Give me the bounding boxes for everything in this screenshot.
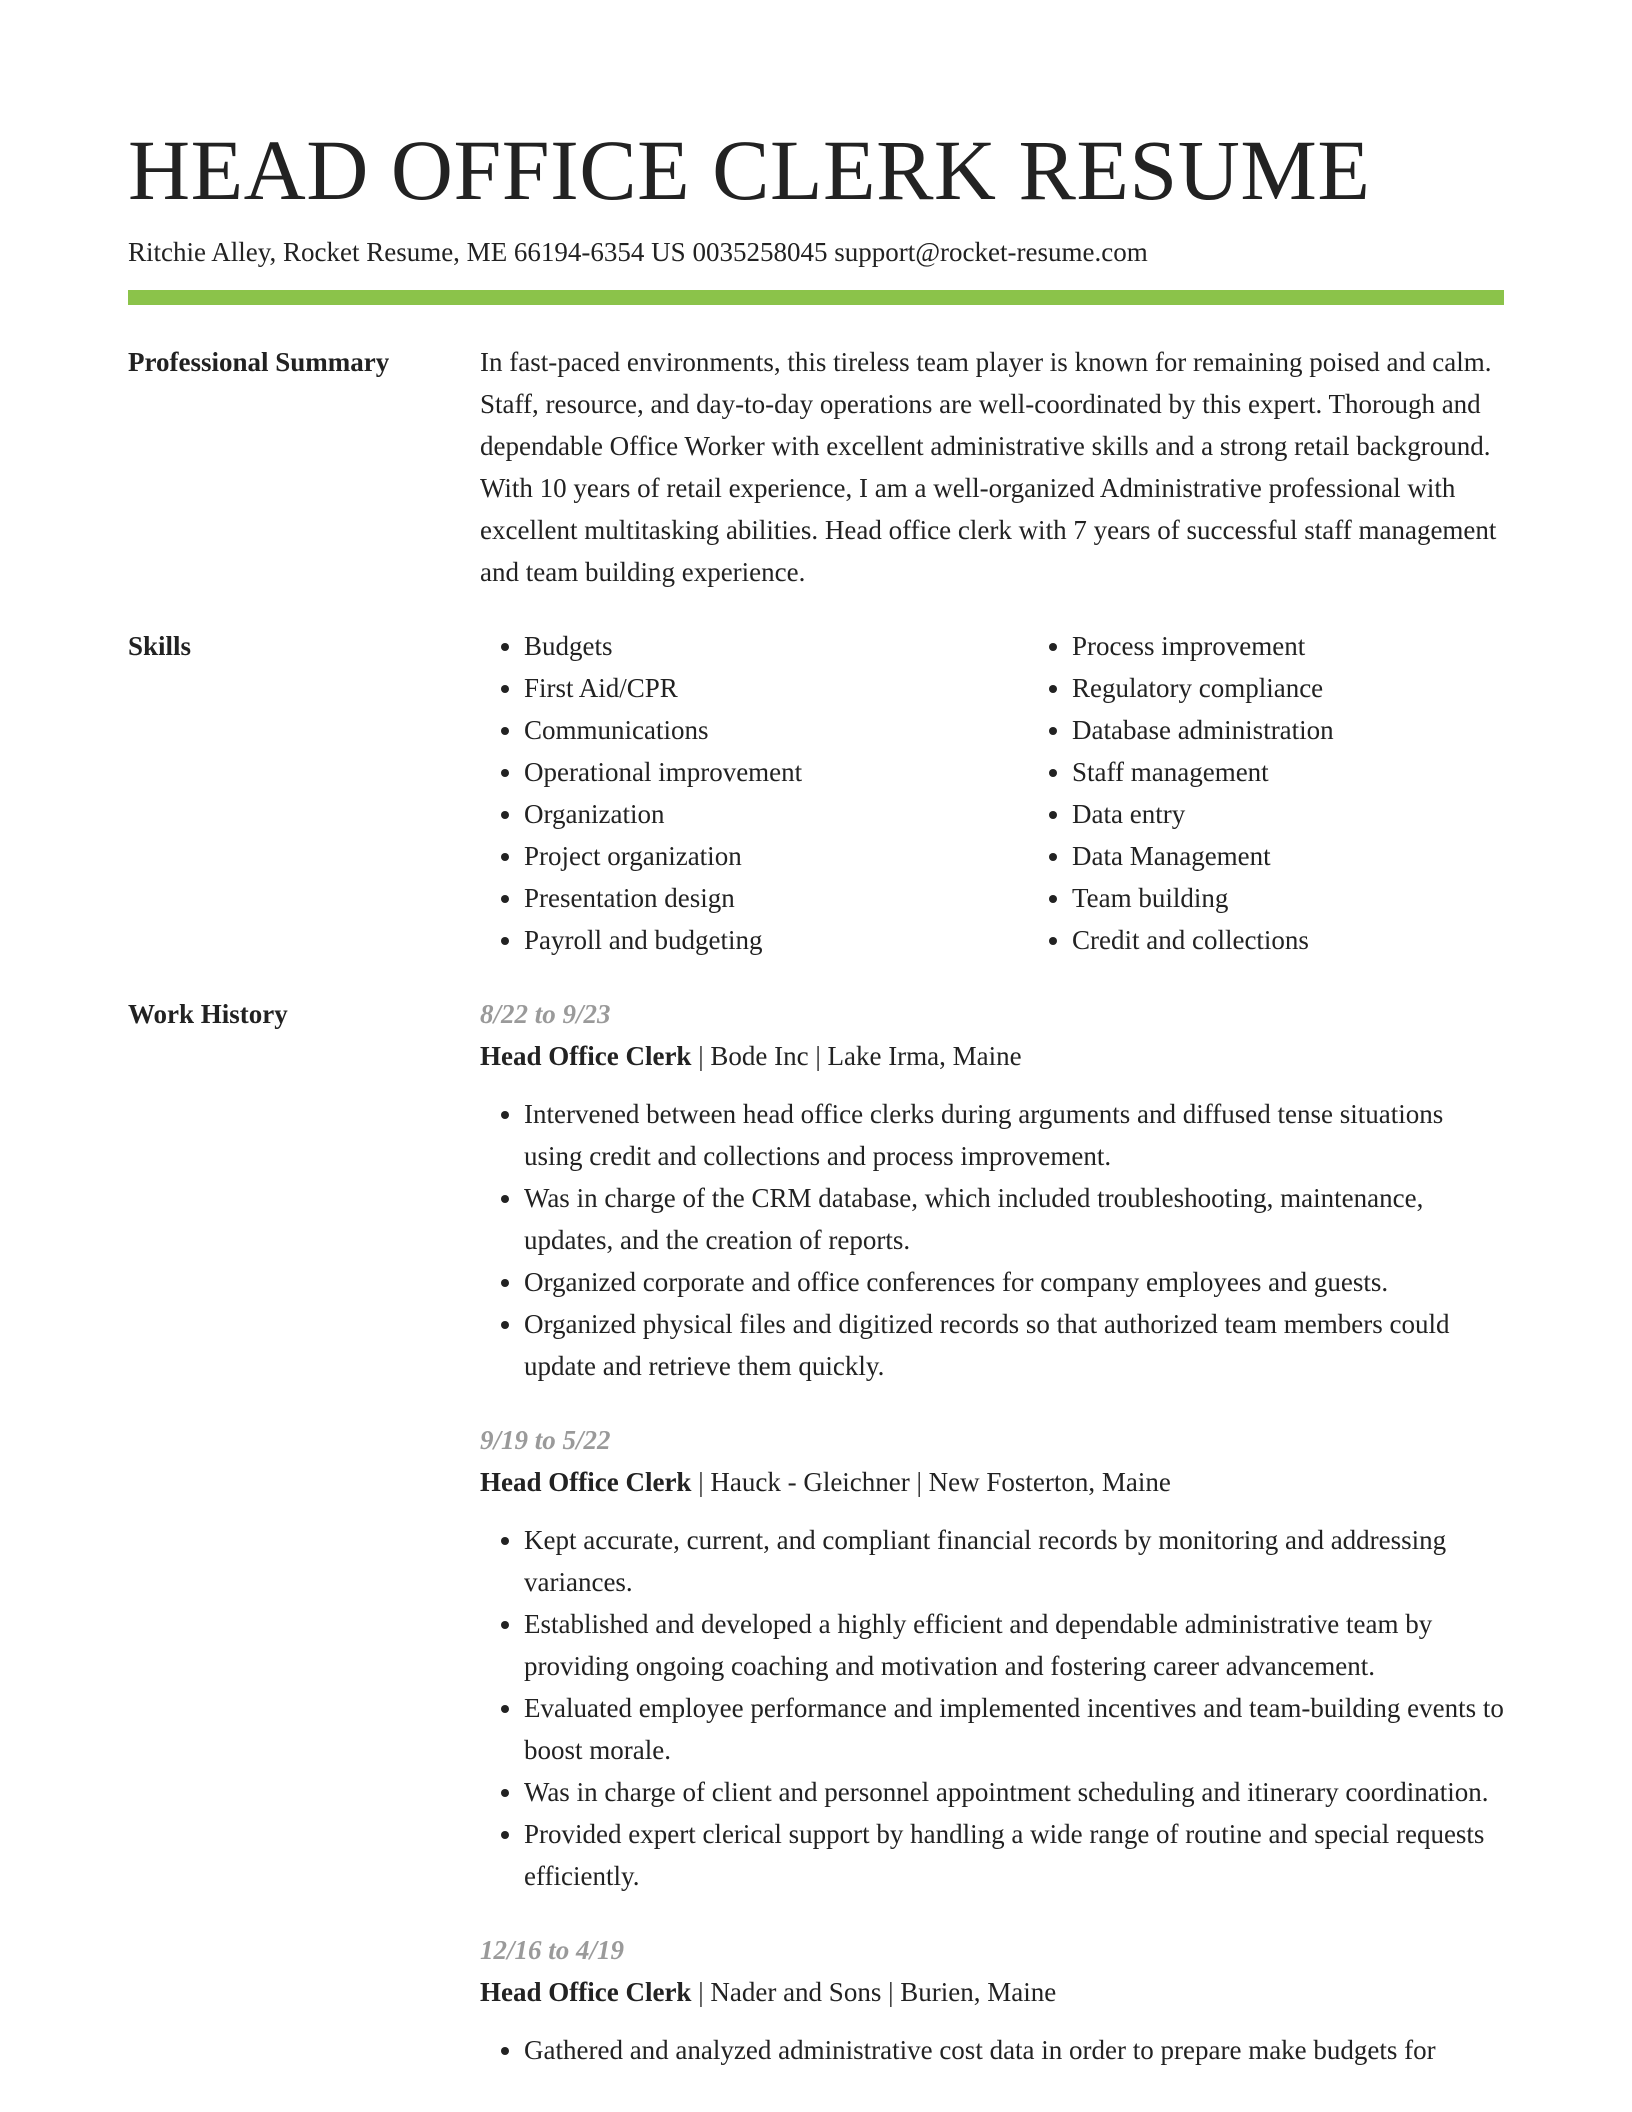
job-bullet: • Organized corporate and office conferences for company employees and guests. — [524, 1261, 1504, 1303]
skill-item: • Regulatory compliance — [1072, 667, 1576, 709]
skill-item: • Payroll and budgeting — [524, 919, 1028, 961]
job-heading — [480, 1971, 1504, 2013]
job-bullets — [480, 2029, 1504, 2071]
work-history-content — [480, 993, 1504, 2103]
job-bullet: • Intervened between head office clerks during arguments and diffused tense situations using credit and collections and process improvement. — [524, 1093, 1504, 1177]
accent-divider — [128, 290, 1504, 305]
skill-item: • Communications — [524, 709, 1028, 751]
skills-left-column — [480, 625, 1028, 961]
skills-grid — [480, 625, 1576, 961]
summary-text: In fast-paced environments, this tireless team player is known for remaining poised and calm. Staff, resource, and day-to-day operations are well-coordinated by this expert. Thorough and dependable Office Worker with excellent administrative skills and a strong retail background. With 10 years of retail experience, I am a well-organized Administrative professional with excellent multitasking abilities. Head office clerk with 7 years of successful staff management and team building experience. — [480, 347, 1497, 587]
job-bullet: • Gathered and analyzed administrative cost data in order to prepare make budgets for — [524, 2029, 1504, 2071]
skill-item: • Project organization — [524, 835, 1028, 877]
summary-content — [480, 341, 1504, 593]
skill-item: • Organization — [524, 793, 1028, 835]
job-details: | Bode Inc | Lake Irma, Maine — [691, 1041, 1022, 1071]
job-bullets — [480, 1093, 1504, 1387]
job-bullets — [480, 1519, 1504, 1897]
job-entry — [480, 1929, 1504, 2071]
job-bullet: • Was in charge of client and personnel appointment scheduling and itinerary coordination. — [524, 1771, 1504, 1813]
job-details: | Nader and Sons | Burien, Maine — [691, 1977, 1057, 2007]
work-history-section — [128, 993, 1504, 2103]
job-title: Head Office Clerk — [480, 1041, 692, 1071]
summary-section — [128, 341, 1504, 593]
work-history-label: Work History — [128, 999, 288, 1029]
skill-item: • Credit and collections — [1072, 919, 1576, 961]
job-bullet: • Provided expert clerical support by handling a wide range of routine and special requests efficiently. — [524, 1813, 1504, 1897]
resume-page — [128, 0, 1504, 2103]
job-bullet: • Established and developed a highly efficient and dependable administrative team by providing ongoing coaching and motivation and fostering career advancement. — [524, 1603, 1504, 1687]
skills-right-column — [1028, 625, 1576, 961]
skill-item: • Process improvement — [1072, 625, 1576, 667]
skills-section — [128, 625, 1504, 961]
skill-item: • Team building — [1072, 877, 1576, 919]
job-heading — [480, 1461, 1504, 1503]
resume-title: HEAD OFFICE CLERK RESUME — [128, 122, 1371, 218]
job-bullet: • Evaluated employee performance and implemented incentives and team-building events to boost morale. — [524, 1687, 1504, 1771]
skill-item: • Operational improvement — [524, 751, 1028, 793]
job-bullet: • Was in charge of the CRM database, which included troubleshooting, maintenance, updates, and the creation of reports. — [524, 1177, 1504, 1261]
job-details: | Hauck - Gleichner | New Fosterton, Maine — [691, 1467, 1171, 1497]
skill-item: • Data Management — [1072, 835, 1576, 877]
job-dates: 12/16 to 4/19 — [480, 1935, 625, 1965]
job-entry — [480, 1419, 1504, 1897]
skill-item: • Database administration — [1072, 709, 1576, 751]
job-bullet: • Kept accurate, current, and compliant financial records by monitoring and addressing variances. — [524, 1519, 1504, 1603]
skill-item: • Staff management — [1072, 751, 1576, 793]
job-heading — [480, 1035, 1504, 1077]
job-dates: 9/19 to 5/22 — [480, 1425, 611, 1455]
skill-item: • Presentation design — [524, 877, 1028, 919]
job-entry — [480, 993, 1504, 1387]
job-title: Head Office Clerk — [480, 1977, 692, 2007]
job-dates: 8/22 to 9/23 — [480, 999, 611, 1029]
skill-item: • Data entry — [1072, 793, 1576, 835]
job-bullet: • Organized physical files and digitized records so that authorized team members could update and retrieve them quickly. — [524, 1303, 1504, 1387]
summary-label: Professional Summary — [128, 347, 390, 377]
skills-content — [480, 625, 1576, 961]
skills-label: Skills — [128, 631, 192, 661]
skill-item: • Budgets — [524, 625, 1028, 667]
skill-item: • First Aid/CPR — [524, 667, 1028, 709]
job-title: Head Office Clerk — [480, 1467, 692, 1497]
contact-line: Ritchie Alley, Rocket Resume, ME 66194-6354 US 0035258045 support@rocket-resume.com — [128, 237, 1148, 267]
